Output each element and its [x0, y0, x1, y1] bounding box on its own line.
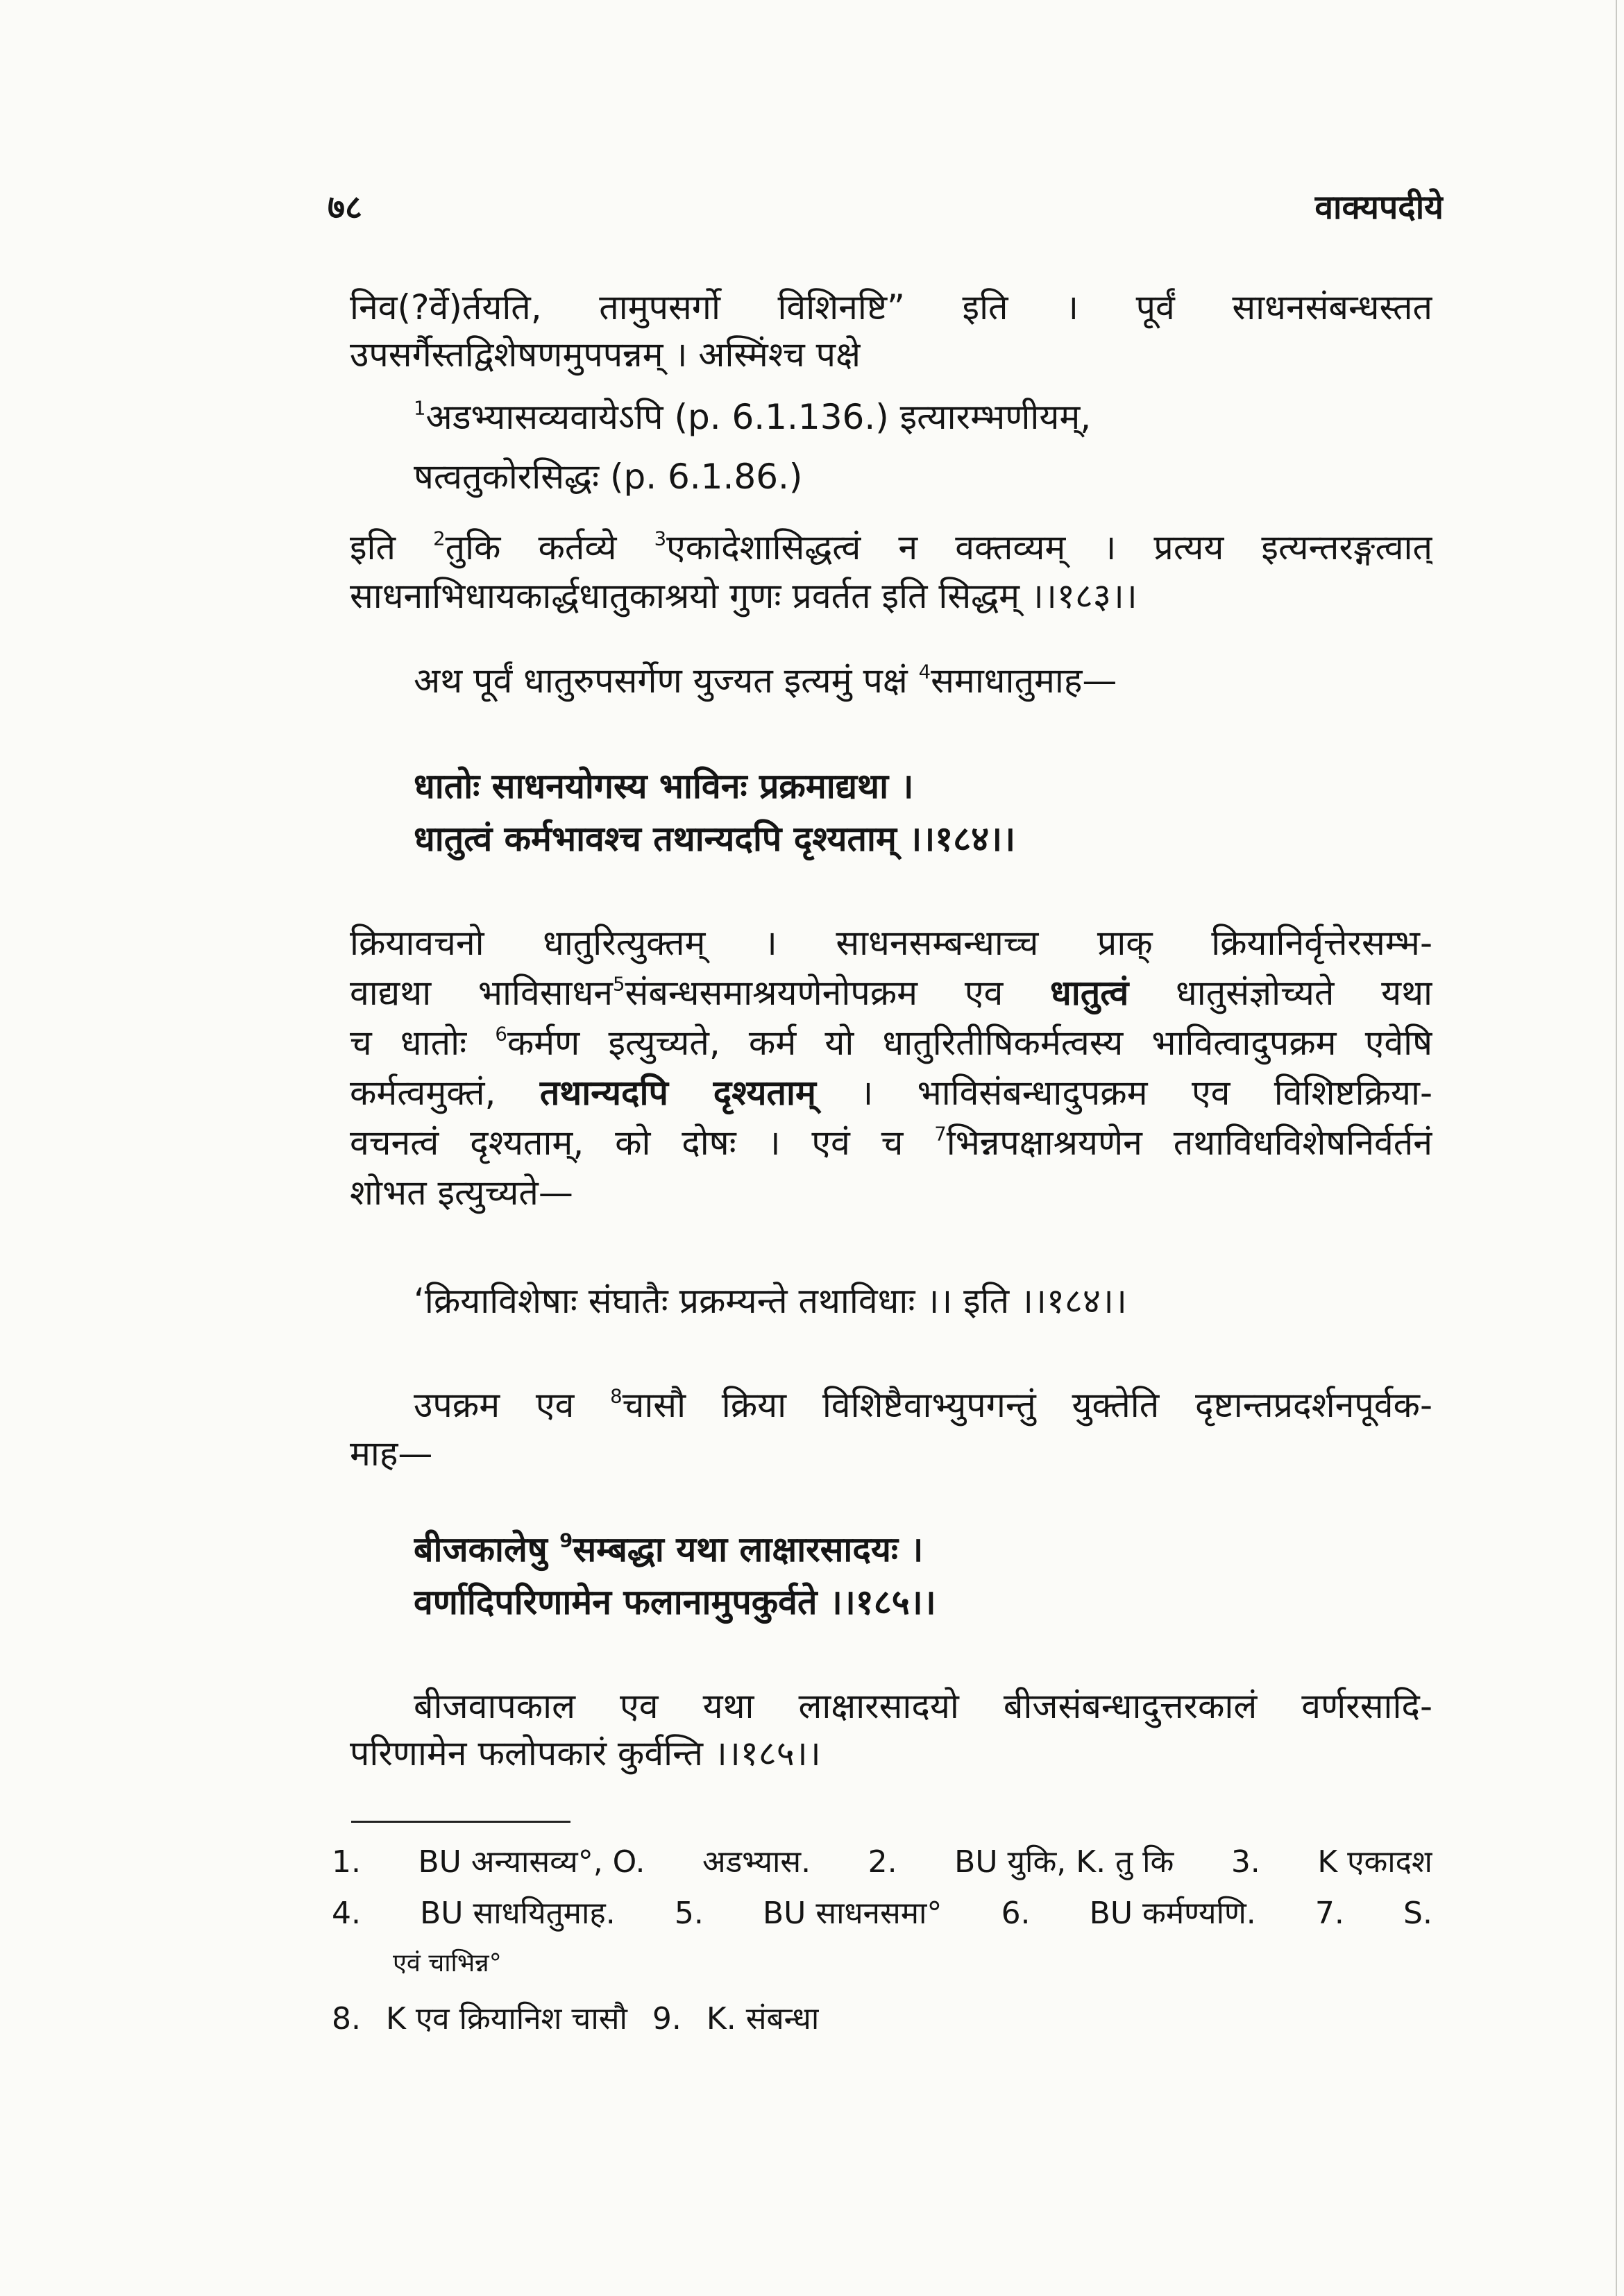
running-title: वाक्यपदीये — [1314, 188, 1444, 227]
footnote-line — [332, 1998, 819, 2040]
text-run: साधनाभिधायकार्द्धधातुकाश्रयो गुणः प्रवर्तत इति सिद्धम् ।।१८३।। — [350, 576, 1137, 616]
text-run: अथ पूर्वं धातुरुपसर्गेण युज्यत इत्यमुं पक्षं — [414, 661, 919, 701]
intro-line — [414, 1382, 1432, 1428]
text-run: क्रियावचनो धातुरित्युक्तम् । साधनसम्बन्धाच्च प्राक् क्रियानिर्वृत्तेरसम्भ- — [350, 923, 1432, 963]
text-run: धातुसंज्ञोच्यते यथा — [1128, 973, 1432, 1013]
footnote-line — [332, 1842, 1432, 1883]
footnote-text: K एव क्रियानिश चासौ — [385, 2001, 627, 2036]
text-run: माह— — [350, 1434, 433, 1474]
footnote-text: BU अन्यासव्य°, O. — [418, 1844, 645, 1880]
commentary-line — [350, 1020, 1432, 1066]
footnote-mark: 1 — [414, 397, 426, 420]
footnote-number: 8. — [332, 2001, 361, 2036]
footnote-text: BU साधयितुमाह. — [420, 1896, 616, 1931]
emphasis-text: तथान्यदपि दृश्यताम् — [539, 1073, 816, 1113]
text-run: सम्बद्धा यथा लाक्षारसादयः । — [573, 1529, 924, 1570]
text-run: वचनत्वं दृश्यताम्, को दोषः । एवं च — [350, 1123, 935, 1163]
commentary-line: बीजवापकाल एव यथा लाक्षारसादयो बीजसंबन्धादुत्तरकालं वर्णरसादि- — [414, 1686, 1432, 1726]
footnote-number: 7. — [1314, 1896, 1344, 1931]
verse-line — [414, 1527, 923, 1572]
footnote-mark: 2 — [433, 527, 446, 550]
citation-line — [414, 454, 802, 500]
footnote-mark: 8 — [610, 1385, 623, 1408]
commentary-line — [350, 970, 1432, 1016]
footnote-text: एवं चाभिन्न° — [393, 1949, 502, 1978]
commentary-line — [350, 1120, 1432, 1166]
footnote-text: K. संबन्धा — [706, 2001, 820, 2036]
footnote-mark: 9 — [559, 1529, 573, 1552]
footnote-text: S. — [1403, 1896, 1432, 1931]
citation-line — [414, 394, 1091, 440]
text-run: चासौ क्रिया विशिष्टैवाभ्युपगन्तुं युक्तेति दृष्टान्तप्रदर्शनपूर्वक- — [622, 1385, 1432, 1425]
text-run: भिन्नपक्षाश्रयणेन तथाविधविशेषनिर्वर्तनं — [946, 1123, 1432, 1163]
footnote-text: BU साधनसमा° — [762, 1896, 942, 1931]
commentary-line: उपसर्गैस्तद्विशेषणमुपपन्नम् । अस्मिंश्च पक्षे — [350, 334, 861, 375]
text-run: वाद्यथा भाविसाधन — [350, 973, 614, 1013]
footnote-mark: 7 — [934, 1123, 947, 1146]
footnote-number: 1. — [332, 1844, 361, 1880]
footnote-text: अडभ्यास. — [702, 1844, 811, 1880]
citation-text: अडभ्यासव्यवायेऽपि (p. 6.1.136.) इत्यारम्भणीयम्, — [425, 397, 1092, 437]
text-run: वर्णादिपरिणामेन फलानामुपकुर्वते ।।१८५।। — [414, 1582, 936, 1622]
footnote-text: K एकादश — [1317, 1844, 1432, 1880]
footnote-mark: 6 — [495, 1023, 507, 1046]
footnote-line — [332, 1893, 1432, 1934]
verse-line — [414, 1579, 936, 1625]
text-run: तुकि कर्तव्ये — [445, 527, 654, 568]
footnote-number: 4. — [332, 1896, 361, 1931]
footnote-number: 2. — [868, 1844, 897, 1880]
intro-line — [350, 1431, 432, 1477]
text-run: । भाविसंबन्धादुपक्रम एव विशिष्टक्रिया- — [815, 1073, 1432, 1113]
text-run: इति — [350, 527, 434, 568]
text-run: एकादेशासिद्धत्वं न वक्तव्यम् । प्रत्यय इत्यन्तरङ्गत्वात् — [666, 527, 1432, 568]
emphasis-text: धातुत्वं — [1050, 973, 1129, 1013]
footnote-mark: 5 — [613, 973, 625, 996]
footnote-number: 6. — [1001, 1896, 1031, 1931]
commentary-line: निव(?र्वे)र्तयति, तामुपसर्गो विशिनष्टि” इति । पूर्वं साधनसंबन्धस्तत — [350, 287, 1432, 328]
footnote-mark: 4 — [918, 661, 931, 683]
footnote-text: BU युकि, K. तु कि — [954, 1844, 1174, 1880]
commentary-line — [350, 525, 1432, 570]
citation-text: षत्वतुकोरसिद्धः (p. 6.1.86.) — [414, 457, 803, 497]
verse-line: धातुत्वं कर्मभावश्च तथान्यदपि दृश्यताम् ।।१८४।। — [414, 819, 1016, 859]
quote-line: ‘क्रियाविशेषाः संघातैः प्रक्रम्यन्ते तथाविधाः ।। इति ।।१८४।। — [414, 1281, 1127, 1321]
commentary-line — [350, 1070, 1432, 1116]
footnote-rule — [351, 1821, 570, 1823]
commentary-line: परिणामेन फलोपकारं कुर्वन्ति ।।१८५।। — [350, 1733, 821, 1774]
footnote-number: 9. — [652, 2001, 682, 2036]
footnote-text: BU कर्मण्यणि. — [1089, 1896, 1256, 1931]
text-run: कर्मण इत्युच्यते, कर्म यो धातुरितीषिकर्मत्वस्य भावित्वादुपक्रम एवेषि — [507, 1023, 1432, 1063]
commentary-line — [350, 573, 1137, 619]
footnote-number: 5. — [674, 1896, 704, 1931]
verse-line: धातोः साधनयोगस्य भाविनः प्रक्रमाद्यथा । — [414, 766, 914, 806]
text-run: बीजकालेषु — [414, 1529, 560, 1570]
commentary-line — [350, 920, 1432, 966]
footnote-mark: 3 — [654, 527, 667, 550]
commentary-line — [350, 1170, 573, 1216]
text-run: उपक्रम एव — [414, 1385, 611, 1425]
text-run: समाधातुमाह— — [931, 661, 1117, 701]
scan-edge — [1616, 0, 1617, 2296]
text-run: संबन्धसमाश्रयणेनोपक्रम एव — [625, 973, 1051, 1013]
page-number: ७८ — [328, 188, 362, 227]
text-run: च धातोः — [350, 1023, 496, 1063]
text-run: कर्मत्वमुक्तं, — [350, 1073, 540, 1113]
text-run: शोभत इत्युच्यते— — [350, 1173, 573, 1213]
footnote-line — [393, 1943, 502, 1984]
footnote-number: 3. — [1230, 1844, 1260, 1880]
intro-line — [414, 658, 1117, 704]
